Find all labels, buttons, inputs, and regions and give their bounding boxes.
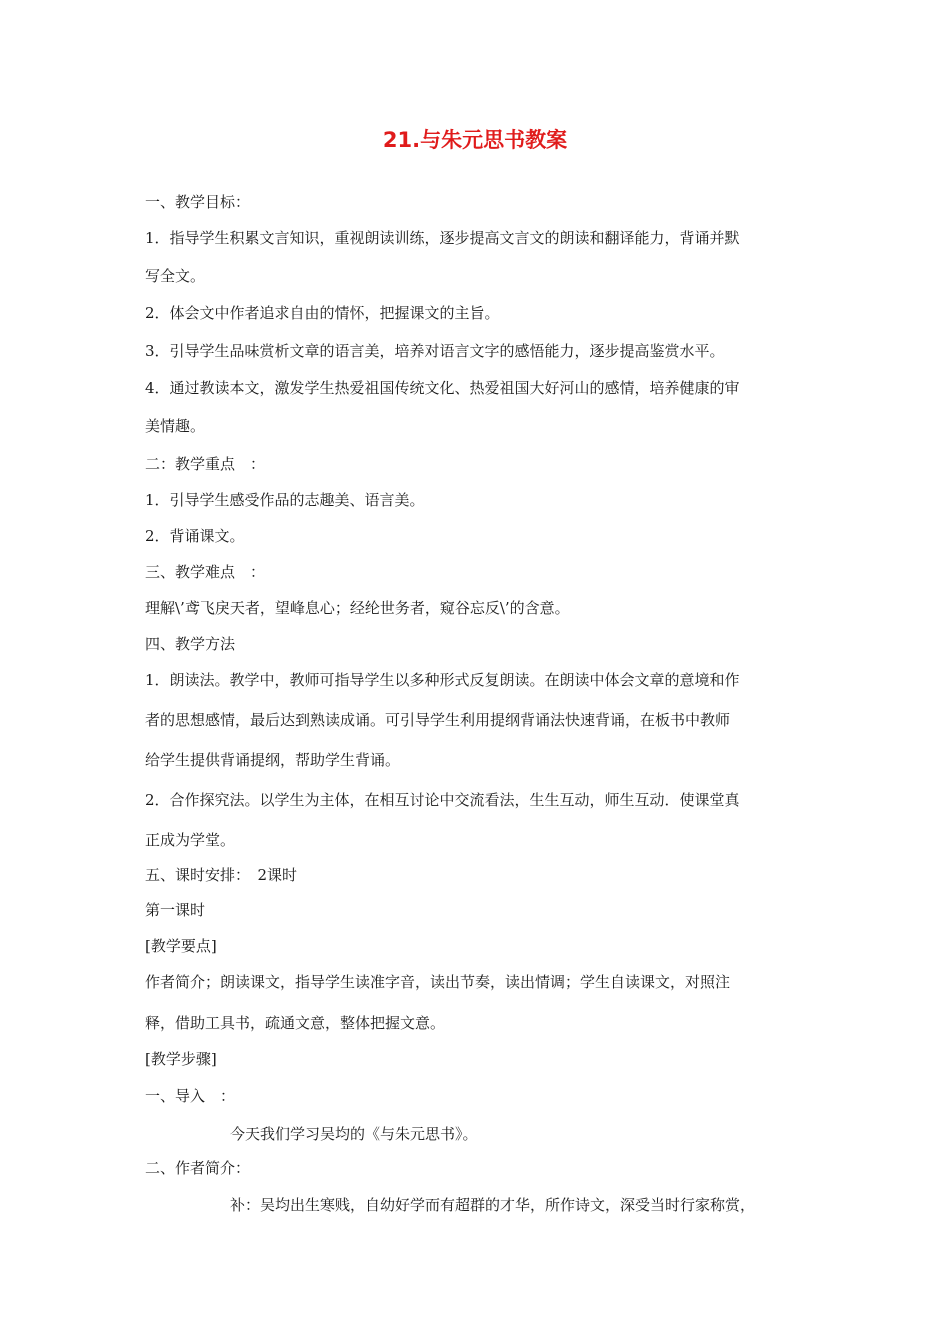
paragraph-line: 3．引导学生品味赏析文章的语言美，培养对语言文字的感悟能力，逐步提高鉴赏水平。 xyxy=(145,342,725,360)
heading-key-points: 二：教学重点 ： xyxy=(145,455,266,473)
paragraph-line: 写全文。 xyxy=(145,267,206,285)
paragraph-line: 补：吴均出生寒贱，自幼好学而有超群的才华，所作诗文，深受当时行家称赏， xyxy=(230,1196,756,1214)
paragraph-line: 1．指导学生积累文言知识，重视朗读训练，逐步提高文言文的朗读和翻译能力，背诵并默 xyxy=(145,229,740,247)
paragraph-line: 者的思想感情，最后达到熟读成诵。可引导学生利用提纲背诵法快速背诵，在板书中教师 xyxy=(145,711,731,729)
heading-schedule: 五、课时安排： 2课时 xyxy=(145,866,298,884)
paragraph-line: 释，借助工具书，疏通文意，整体把握文意。 xyxy=(145,1014,446,1032)
paragraph-line: 理解\’鸢飞戾天者，望峰息心；经纶世务者，窥谷忘反\’的含意。 xyxy=(145,599,570,617)
paragraph-line: 美情趣。 xyxy=(145,417,206,435)
heading-introduction: 一、导入 ： xyxy=(145,1087,236,1105)
heading-difficulties: 三、教学难点 ： xyxy=(145,563,266,581)
paragraph-line: 2．背诵课文。 xyxy=(145,527,245,545)
paragraph-line: 作者简介；朗读课文，指导学生读准字音，读出节奏，读出情调；学生自读课文，对照注 xyxy=(145,973,731,991)
paragraph-line: 1．引导学生感受作品的志趣美、语言美。 xyxy=(145,491,425,509)
paragraph-line: 2．合作探究法。以学生为主体，在相互讨论中交流看法，生生互动，师生互动．使课堂真 xyxy=(145,791,740,809)
paragraph-line: 给学生提供背诵提纲，帮助学生背诵。 xyxy=(145,751,401,769)
paragraph-line: 1．朗读法。教学中，教师可指导学生以多种形式反复朗读。在朗读中体会文章的意境和作 xyxy=(145,671,740,689)
heading-teaching-steps: [教学步骤] xyxy=(145,1050,217,1068)
document-title: 21.与朱元思书教案 xyxy=(382,128,568,152)
paragraph-line: 2．体会文中作者追求自由的情怀，把握课文的主旨。 xyxy=(145,304,500,322)
heading-first-lesson: 第一课时 xyxy=(145,901,206,919)
heading-teaching-methods: 四、教学方法 xyxy=(145,635,236,653)
paragraph-line: 正成为学堂。 xyxy=(145,831,236,849)
heading-teaching-essentials: [教学要点] xyxy=(145,937,217,955)
heading-author-intro: 二、作者简介： xyxy=(145,1159,251,1177)
heading-teaching-goals: 一、教学目标： xyxy=(145,193,251,211)
paragraph-line: 今天我们学习吴均的《与朱元思书》。 xyxy=(230,1125,478,1143)
paragraph-line: 4．通过教读本文，激发学生热爱祖国传统文化、热爱祖国大好河山的感情，培养健康的审 xyxy=(145,379,740,397)
